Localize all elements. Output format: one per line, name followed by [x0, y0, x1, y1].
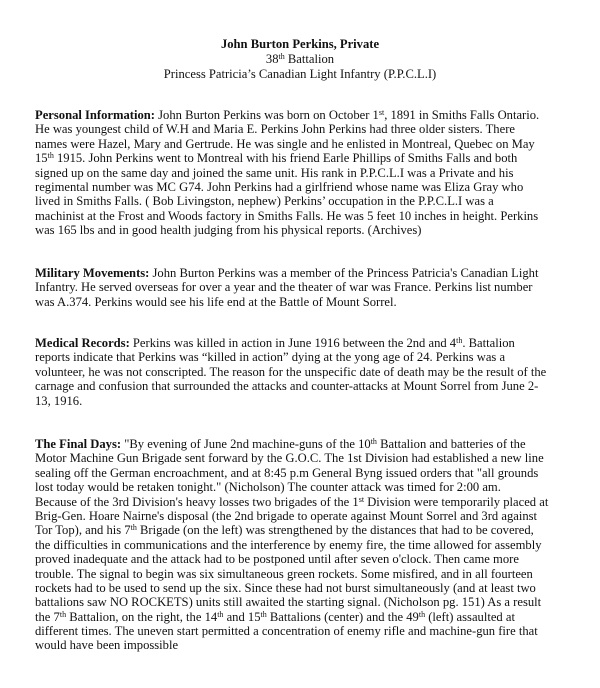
- superscript: th: [217, 609, 224, 619]
- superscript: th: [47, 151, 54, 161]
- text-line: [35, 365, 595, 379]
- text-line: [35, 266, 595, 280]
- text-line: [35, 336, 595, 350]
- text-run: Tor Top), and his 7: [35, 523, 131, 538]
- text-line: [35, 194, 595, 208]
- text-line: [35, 437, 595, 451]
- text-line: [35, 595, 595, 609]
- text-run: lived in Smiths Falls. ( Bob Livingston, nephew) Perkins’ occupation in the P.P.C.L.I was a: [35, 194, 494, 209]
- text-line: [35, 552, 595, 566]
- text-line: [35, 350, 595, 364]
- text-line: [35, 180, 595, 194]
- text-run: signed up on the same day and joined the same unit. His rank in P.P.C.L.I was a Private and his: [35, 165, 514, 180]
- text-run: . Battalion: [462, 336, 515, 350]
- battalion-line: [0, 52, 600, 67]
- text-run: He was youngest child of W.H and Maria E. Perkins John Perkins had three older sisters. There: [35, 122, 515, 137]
- section-personal-information: [35, 108, 595, 238]
- text-run: proved inadequate and the attack had to be postponed until after seven o'clock. Then came more: [35, 552, 519, 567]
- superscript: th: [370, 437, 377, 446]
- text-run: was 165 lbs and in good health judging from his physical reports. (Archives): [35, 223, 422, 238]
- text-line: [35, 280, 595, 294]
- text-run: different times. The uneven start permitted a concentration of enemy rifle and machine-gun fire that: [35, 624, 538, 639]
- text-run: "By evening of June 2nd machine-guns of the 10: [121, 437, 371, 451]
- text-run: 15: [35, 151, 48, 166]
- text-line: [35, 523, 595, 537]
- text-line: [35, 166, 595, 180]
- text-line: [35, 610, 595, 624]
- superscript: th: [456, 336, 463, 345]
- text-run: regimental number was MC G74. John Perkins had a girlfriend whose name was Eliza Gray who: [35, 179, 524, 194]
- text-line: [35, 495, 595, 509]
- text-line: [35, 108, 595, 122]
- section-heading: The Final Days:: [35, 437, 122, 451]
- text-run: the 7: [35, 609, 60, 624]
- text-run: 1915. John Perkins went to Montreal with his friend Earle Phillips of Smiths Falls and both: [53, 151, 518, 166]
- text-line: [35, 638, 595, 652]
- superscript: th: [418, 609, 426, 619]
- text-line: [35, 295, 595, 309]
- text-run: 13, 1916.: [35, 393, 83, 408]
- section-medical-records: [35, 336, 595, 408]
- battalion-word: Battalion: [284, 52, 335, 66]
- text-line: [35, 567, 595, 581]
- text-run: , 1891 in Smiths Falls Ontario.: [384, 108, 540, 122]
- text-run: sealing off the German encroachment, and at 8:45 p.m General Byng issued orders that "all grounds: [35, 465, 539, 480]
- section-heading: Personal Information:: [35, 108, 155, 122]
- document-title: John Burton Perkins, Private: [220, 37, 380, 51]
- regiment-line: Princess Patricia’s Canadian Light Infantry (P.P.C.L.I): [163, 67, 437, 81]
- text-run: was A.374. Perkins would see his life end at the Battle of Mount Sorrel.: [35, 294, 397, 309]
- text-run: Perkins was killed in action in June 1916 between the 2nd and 4: [129, 336, 457, 350]
- text-run: rockets had to be used to send up the six. Since these had not burst simultaneously (and at least two: [35, 580, 536, 595]
- superscript: st: [378, 108, 385, 117]
- text-run: John Burton Perkins was born on October 1: [154, 108, 379, 122]
- text-run: Motor Machine Gun Brigade sent forward by the G.O.C. The 1st Division had established a new line: [35, 451, 544, 466]
- text-run: and 15: [223, 609, 261, 624]
- text-line: [35, 122, 595, 136]
- section-heading: Medical Records:: [35, 336, 130, 350]
- section-heading: Military Movements:: [35, 266, 150, 280]
- text-line: [35, 480, 595, 494]
- text-line: [35, 379, 595, 393]
- text-run: carnage and confusion that surrounded the attacks and counter-attacks at Mount Sorrel from June 2-: [35, 379, 539, 394]
- text-run: would have been impossible: [35, 638, 179, 653]
- text-run: Battalions (center) and the 49: [266, 609, 419, 624]
- text-line: [35, 581, 595, 595]
- text-line: [35, 151, 595, 165]
- section-final-days: [35, 437, 595, 653]
- text-run: machinist at the Frost and Woods factory in Smiths Falls. He was 5 feet 10 inches in height. Perkins: [35, 208, 539, 223]
- text-line: [35, 466, 595, 480]
- text-run: battalions saw NO ROCKETS) units still awaited the starting signal. (Nicholson pg. 151) As a result: [35, 595, 542, 610]
- text-line: [35, 209, 595, 223]
- text-line: [35, 394, 595, 408]
- text-run: Division were temporarily placed at: [364, 494, 549, 509]
- text-line: [35, 451, 595, 465]
- text-run: John Burton Perkins was a member of the Princess Patricia's Canadian Light: [149, 266, 539, 280]
- text-run: Battalion, on the right, the 14: [66, 609, 218, 624]
- text-run: Battalion and batteries of the: [376, 437, 526, 451]
- battalion-suffix: th: [278, 52, 285, 61]
- text-run: names were Hazel, Mary and Gertrude. He was single and he enlisted in Montreal, Quebec on May: [35, 136, 535, 151]
- text-line: [35, 509, 595, 523]
- superscript: st: [358, 494, 365, 504]
- battalion-number: 38: [265, 52, 279, 66]
- text-run: Infantry. He served overseas for over a year and the theater of war was France. Perkins list number: [35, 280, 533, 295]
- superscript: th: [130, 523, 137, 533]
- text-line: [35, 538, 595, 552]
- superscript: th: [59, 609, 67, 619]
- text-run: the difficulties in communications and the interference by enemy fire, the time allowed for assembly: [35, 537, 542, 552]
- text-run: lost today would be retaken tonight." (Nicholson) The counter attack was timed for 2:00 am.: [35, 480, 501, 495]
- text-run: trouble. The signal to begin was six simultaneous green rockets. Some misfired, and in all fourteen: [35, 566, 533, 581]
- text-line: [35, 223, 595, 237]
- text-run: volunteer, he was not conscripted. The reason for the unspecific date of death may be the result of the: [35, 364, 547, 379]
- text-run: (left) assaulted at: [425, 609, 515, 624]
- superscript: th: [260, 609, 267, 619]
- text-run: reports indicate that Perkins was “killed in action” dying at the yong age of 24. Perkins was a: [35, 350, 506, 365]
- text-run: Brigade (on the left) was strengthened by the distances that had to be covered,: [136, 523, 534, 538]
- text-run: Because of the 3rd Division's heavy losses two brigades of the 1: [35, 494, 359, 509]
- text-run: Brig-Gen. Hoare Nairne's disposal (the 2nd brigade to operate against Mount Sorrel and 3rd against: [35, 508, 538, 523]
- text-line: [35, 137, 595, 151]
- text-line: [35, 624, 595, 638]
- section-military-movements: [35, 266, 595, 309]
